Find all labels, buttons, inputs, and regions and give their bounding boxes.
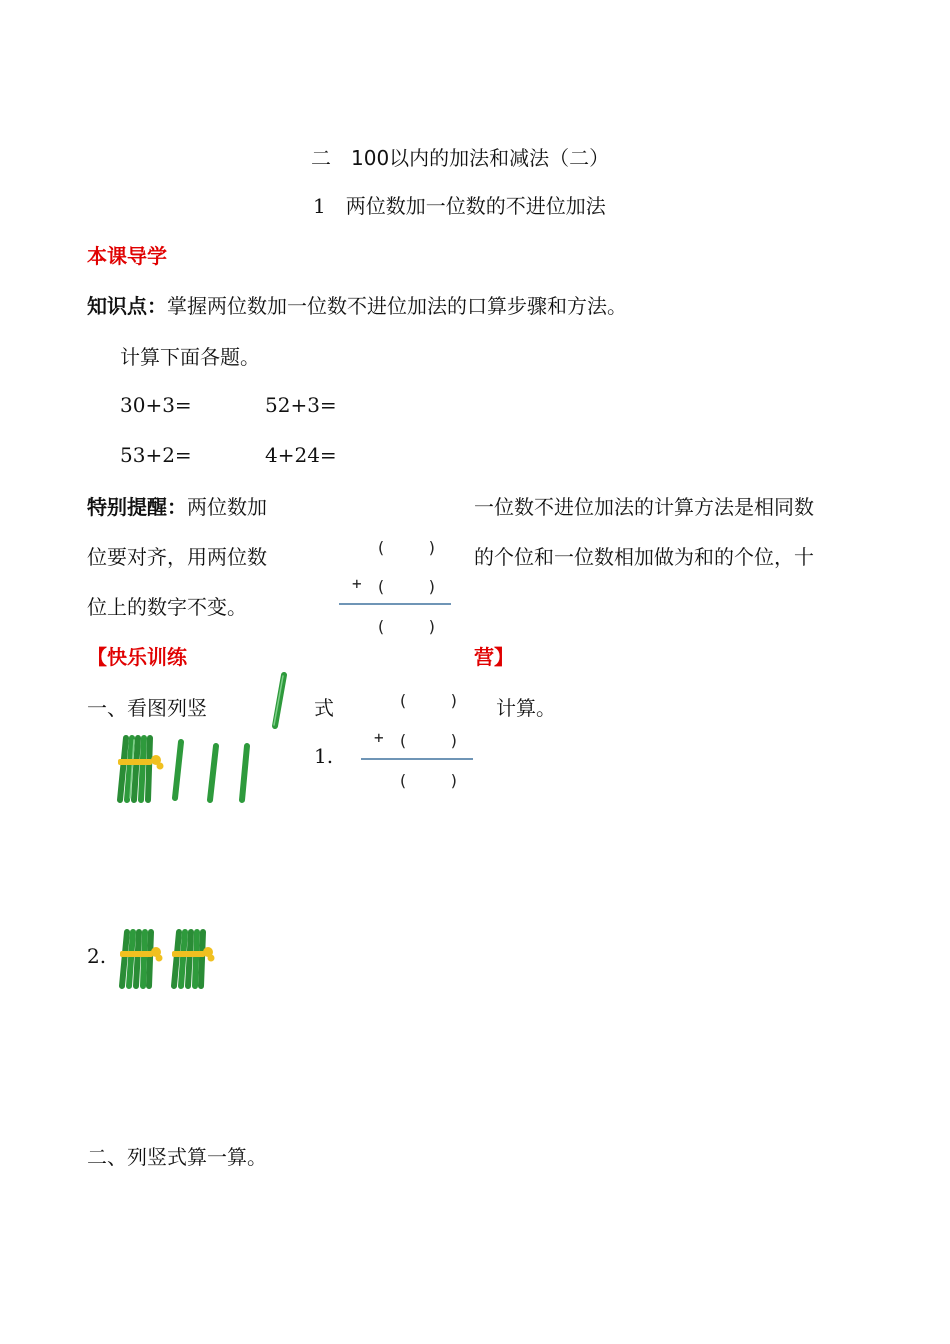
section-1-title-mid: 式: [314, 696, 334, 720]
single-stick-icon: [202, 742, 222, 804]
tip-label: 特别提醒：: [87, 495, 187, 519]
vf-middle-paren: ( ): [398, 731, 459, 750]
single-stick-icon: [234, 742, 254, 804]
vf-plus-sign: +: [352, 574, 362, 593]
tip-line-3-left: 位上的数字不变。: [87, 595, 247, 619]
lesson-title: 1 两位数加一位数的不进位加法: [313, 194, 606, 218]
vf-sum-line: [339, 603, 451, 605]
item-1-number: 1.: [314, 744, 334, 768]
problem-1: 30+3=: [120, 393, 192, 417]
single-stick-icon: [168, 738, 188, 802]
training-heading-left: 【快乐训练: [87, 645, 187, 669]
vf-sum-line: [361, 758, 473, 760]
vf-bottom-paren: ( ): [398, 771, 459, 790]
tip-line-2-right: 的个位和一位数相加做为和的个位，十: [474, 545, 814, 569]
stick-bundle-icon: [112, 734, 164, 806]
problem-2: 52+3=: [265, 393, 337, 417]
compute-prompt: 计算下面各题。: [120, 345, 260, 369]
section-2-title: 二、列竖式算一算。: [87, 1145, 267, 1169]
knowledge-text: 掌握两位数加一位数不进位加法的口算步骤和方法。: [167, 294, 627, 318]
vf-bottom-paren: ( ): [376, 617, 437, 636]
tip-line-2-left: 位要对齐，用两位数: [87, 545, 267, 569]
section-1-title-left: 一、看图列竖: [87, 696, 207, 720]
problem-4: 4+24=: [265, 443, 337, 467]
vf-middle-paren: ( ): [376, 577, 437, 596]
stick-bundle-icon: [166, 928, 216, 992]
tip-line-1-right: 一位数不进位加法的计算方法是相同数: [474, 495, 814, 519]
unit-title: 二 100以内的加法和减法（二）: [311, 146, 610, 170]
tip-line-1-left: [87, 491, 267, 520]
vf-plus-sign: +: [374, 728, 384, 747]
single-stick-icon: [268, 672, 292, 730]
knowledge-label: 知识点：: [87, 294, 167, 318]
tip-line-1-text: 两位数加: [187, 495, 267, 519]
vf-top-paren: ( ): [376, 538, 437, 557]
knowledge-point: [87, 290, 627, 319]
section-1-title-right: 计算。: [496, 696, 556, 720]
training-heading-right: 营】: [474, 645, 514, 669]
guide-heading: 本课导学: [87, 244, 167, 268]
item-2-number: 2.: [87, 944, 107, 968]
vf-top-paren: ( ): [398, 691, 459, 710]
problem-3: 53+2=: [120, 443, 192, 467]
stick-bundle-icon: [114, 928, 164, 992]
